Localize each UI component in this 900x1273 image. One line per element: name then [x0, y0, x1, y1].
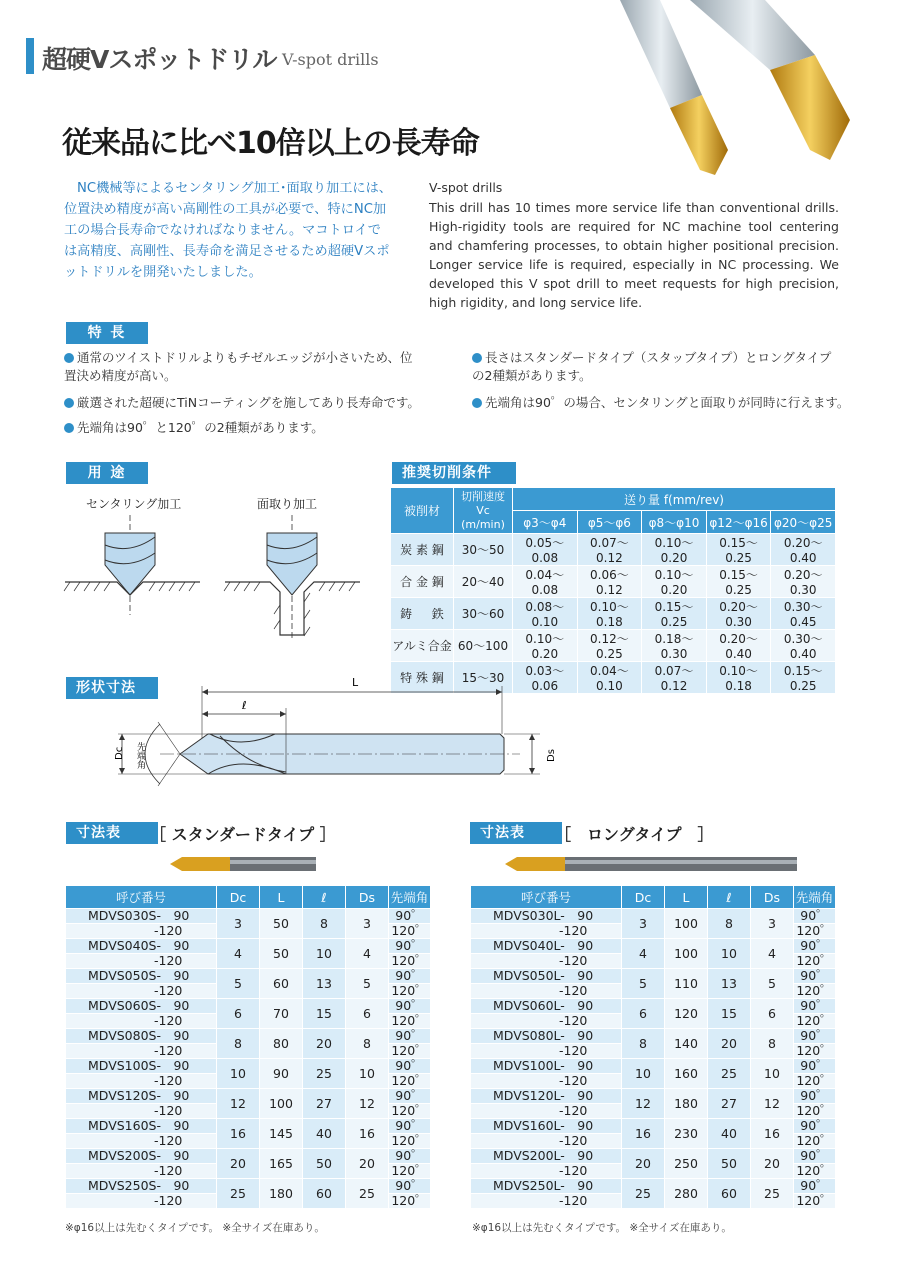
code-cell: MDVS250S- 90 [66, 1179, 217, 1194]
l-cell: 20 [303, 1029, 346, 1059]
L-cell: 165 [260, 1149, 303, 1179]
feed-cell: 0.10～0.18 [706, 662, 771, 694]
code-cell: -120 [471, 924, 622, 939]
L-cell: 50 [260, 939, 303, 969]
ds-cell: 3 [751, 909, 794, 939]
table-row [66, 939, 431, 954]
L-cell: 250 [665, 1149, 708, 1179]
l-cell: 60 [303, 1179, 346, 1209]
dc-cell: 10 [622, 1059, 665, 1089]
col-ds: Ds [751, 886, 794, 909]
l-cell: 8 [708, 909, 751, 939]
header-accent-bar [26, 38, 34, 74]
code-cell: -120 [471, 1194, 622, 1209]
dim-l: ℓ [242, 699, 247, 712]
ds-cell: 10 [346, 1059, 389, 1089]
dc-cell: 25 [622, 1179, 665, 1209]
dc-cell: 10 [217, 1059, 260, 1089]
feed-cell: 0.15～0.25 [706, 534, 771, 566]
code-cell: MDVS040S- 90 [66, 939, 217, 954]
feed-cell: 0.15～0.25 [706, 566, 771, 598]
angle-cell: 90゜ [389, 1179, 431, 1194]
table-row [66, 999, 431, 1014]
code-cell: MDVS060S- 90 [66, 999, 217, 1014]
code-cell: -120 [471, 1134, 622, 1149]
angle-cell: 90゜ [794, 1059, 836, 1074]
table-row [391, 598, 836, 630]
page-subtitle: V-spot drills [282, 50, 379, 69]
feed-cell: 0.10～0.18 [577, 598, 642, 630]
dc-cell: 3 [622, 909, 665, 939]
code-cell: MDVS160L- 90 [471, 1119, 622, 1134]
code-cell: -120 [66, 1044, 217, 1059]
ds-cell: 6 [346, 999, 389, 1029]
usage-diagram [60, 515, 370, 645]
angle-cell: 120゜ [389, 924, 431, 939]
table-row [471, 1179, 836, 1194]
feed-range: φ8～φ10 [642, 511, 707, 534]
l-cell: 40 [303, 1119, 346, 1149]
code-cell: MDVS120S- 90 [66, 1089, 217, 1104]
table-row [66, 1029, 431, 1044]
table-row [66, 909, 431, 924]
feed-cell: 0.10～0.20 [642, 534, 707, 566]
table-row [66, 1119, 431, 1134]
chamfer-caption: 面取り加工 [257, 497, 318, 511]
code-cell: -120 [471, 1104, 622, 1119]
angle-cell: 120゜ [389, 1014, 431, 1029]
table-row [66, 1179, 431, 1194]
dc-cell: 6 [217, 999, 260, 1029]
ds-cell: 6 [751, 999, 794, 1029]
dc-cell: 8 [622, 1029, 665, 1059]
col-feed: 送り量 f(mm/rev) [513, 488, 836, 511]
feed-range: φ3～φ4 [513, 511, 578, 534]
angle-cell: 120゜ [389, 1074, 431, 1089]
bullet-icon [472, 398, 482, 408]
table-row [471, 999, 836, 1014]
angle-cell: 120゜ [389, 954, 431, 969]
L-cell: 230 [665, 1119, 708, 1149]
feed-cell: 0.20～0.40 [771, 534, 836, 566]
headline: 従来品に比べ10倍以上の長寿命 [62, 126, 479, 161]
table-row [471, 1089, 836, 1104]
intro-japanese: NC機械等によるセンタリング加工･面取り加工には、位置決め精度が高い高剛性の工具が必要で、特にNC加工の場合長寿命でなければなりません。マコトロイでは高精度、高剛性、長寿命を満足させるため超硬Vスポットドリルを開発いたしました。 [64, 181, 392, 280]
ds-cell: 20 [346, 1149, 389, 1179]
table-row [471, 969, 836, 984]
cutting-label: 推奨切削条件 [392, 462, 516, 484]
code-cell: -120 [66, 954, 217, 969]
feed-cell: 0.08～0.10 [513, 598, 578, 630]
ds-cell: 10 [751, 1059, 794, 1089]
bullet-icon [64, 353, 74, 363]
col-l: ℓ [303, 886, 346, 909]
angle-cell: 120゜ [389, 1104, 431, 1119]
speed-cell: 15～30 [454, 662, 513, 694]
bullet-icon [472, 353, 482, 363]
feed-cell: 0.15～0.25 [642, 598, 707, 630]
angle-cell: 90゜ [794, 909, 836, 924]
code-cell: -120 [471, 1044, 622, 1059]
table-row [471, 1119, 836, 1134]
code-cell: -120 [66, 1164, 217, 1179]
material-cell: 鋳 鉄 [391, 598, 454, 630]
dc-cell: 12 [622, 1089, 665, 1119]
ds-cell: 16 [751, 1119, 794, 1149]
l-cell: 50 [708, 1149, 751, 1179]
L-cell: 70 [260, 999, 303, 1029]
table-row [66, 969, 431, 984]
angle-cell: 120゜ [389, 1044, 431, 1059]
angle-cell: 90゜ [389, 1149, 431, 1164]
l-cell: 13 [303, 969, 346, 999]
table-row [471, 1029, 836, 1044]
code-cell: MDVS060L- 90 [471, 999, 622, 1014]
feed-cell: 0.18～0.30 [642, 630, 707, 662]
standard-note: ※φ16以上は先むくタイプです。 ※全サイズ在庫あり。 [65, 1222, 325, 1234]
feed-cell: 0.20～0.30 [706, 598, 771, 630]
L-cell: 100 [260, 1089, 303, 1119]
table-row [391, 566, 836, 598]
standard-type: ［ スタンダードタイプ ］ [150, 825, 336, 844]
cutting-rows [391, 534, 836, 694]
code-cell: -120 [471, 1014, 622, 1029]
l-cell: 40 [708, 1119, 751, 1149]
angle-cell: 90゜ [794, 1029, 836, 1044]
angle-cell: 90゜ [389, 1119, 431, 1134]
ds-cell: 16 [346, 1119, 389, 1149]
dc-cell: 4 [622, 939, 665, 969]
table-row [471, 1059, 836, 1074]
ds-cell: 12 [751, 1089, 794, 1119]
code-cell: MDVS080S- 90 [66, 1029, 217, 1044]
angle-cell: 120゜ [794, 954, 836, 969]
standard-table [65, 885, 431, 1209]
shape-diagram [100, 672, 560, 797]
feed-cell: 0.03～0.06 [513, 662, 578, 694]
dc-cell: 5 [217, 969, 260, 999]
ds-cell: 3 [346, 909, 389, 939]
long-label: 寸法表 [470, 822, 562, 844]
code-cell: MDVS080L- 90 [471, 1029, 622, 1044]
table-row [66, 1149, 431, 1164]
angle-cell: 90゜ [389, 1059, 431, 1074]
feed-cell: 0.04～0.08 [513, 566, 578, 598]
L-cell: 160 [665, 1059, 708, 1089]
table-row [391, 630, 836, 662]
angle-cell: 120゜ [794, 1164, 836, 1179]
l-cell: 15 [303, 999, 346, 1029]
speed-cell: 30～60 [454, 598, 513, 630]
bullet-icon [64, 398, 74, 408]
L-cell: 180 [665, 1089, 708, 1119]
angle-cell: 120゜ [794, 984, 836, 999]
speed-cell: 20～40 [454, 566, 513, 598]
angle-cell: 120゜ [794, 1194, 836, 1209]
L-cell: 140 [665, 1029, 708, 1059]
feed-range: φ5～φ6 [577, 511, 642, 534]
col-code: 呼び番号 [471, 886, 622, 909]
code-cell: MDVS050S- 90 [66, 969, 217, 984]
col-angle: 先端角 [794, 886, 836, 909]
material-cell: 合 金 鋼 [391, 566, 454, 598]
ds-cell: 12 [346, 1089, 389, 1119]
L-cell: 280 [665, 1179, 708, 1209]
feature-item: 長さはスタンダードタイプ（スタッブタイプ）とロングタイプの2種類があります。 [472, 350, 832, 383]
dim-angle: 先端角 [135, 742, 145, 769]
code-cell: -120 [471, 954, 622, 969]
ds-cell: 8 [346, 1029, 389, 1059]
feature-item: 厳選された超硬にTiNコーティングを施してあり長寿命です。 [64, 394, 444, 412]
L-cell: 60 [260, 969, 303, 999]
feed-cell: 0.15～0.25 [771, 662, 836, 694]
angle-cell: 90゜ [389, 969, 431, 984]
material-cell: 炭 素 鋼 [391, 534, 454, 566]
features-label: 特 長 [66, 322, 148, 344]
angle-cell: 90゜ [389, 909, 431, 924]
code-cell: -120 [66, 1104, 217, 1119]
l-cell: 10 [303, 939, 346, 969]
angle-cell: 90゜ [794, 1149, 836, 1164]
code-cell: MDVS100L- 90 [471, 1059, 622, 1074]
code-cell: -120 [66, 1074, 217, 1089]
code-cell: -120 [66, 1134, 217, 1149]
ds-cell: 5 [346, 969, 389, 999]
angle-cell: 120゜ [794, 1044, 836, 1059]
code-cell: MDVS200S- 90 [66, 1149, 217, 1164]
ds-cell: 4 [751, 939, 794, 969]
code-cell: MDVS100S- 90 [66, 1059, 217, 1074]
angle-cell: 90゜ [794, 1119, 836, 1134]
col-code: 呼び番号 [66, 886, 217, 909]
feed-cell: 0.05～0.08 [513, 534, 578, 566]
drill-product-image [620, 0, 900, 190]
code-cell: MDVS030L- 90 [471, 909, 622, 924]
feed-cell: 0.10～0.20 [642, 566, 707, 598]
angle-cell: 90゜ [794, 1179, 836, 1194]
feed-cell: 0.10～0.20 [513, 630, 578, 662]
angle-cell: 90゜ [389, 1089, 431, 1104]
ds-cell: 5 [751, 969, 794, 999]
code-cell: MDVS040L- 90 [471, 939, 622, 954]
code-cell: MDVS200L- 90 [471, 1149, 622, 1164]
angle-cell: 90゜ [389, 939, 431, 954]
intro-english-body: This drill has 10 times more service life than conventional drills. High-rigidity tools are required for NC machine tool centering and chamfering processes, to obtain higher positional precision. Longer service life is required, especially in NC processing. We developed this V spot drill to meet requests for high precision, high rigidity, and long service life. [429, 200, 839, 310]
L-cell: 100 [665, 939, 708, 969]
ds-cell: 25 [346, 1179, 389, 1209]
feature-item: 先端角は90゜と120゜の2種類があります。 [64, 419, 444, 437]
table-row [391, 534, 836, 566]
dim-Ds: Ds [546, 749, 557, 762]
standard-drill-image [170, 855, 320, 873]
ds-cell: 8 [751, 1029, 794, 1059]
angle-cell: 90゜ [794, 939, 836, 954]
dim-L: L [352, 676, 359, 689]
col-speed: 切削速度 Vc (m/min) [454, 488, 513, 534]
code-cell: -120 [66, 984, 217, 999]
angle-cell: 90゜ [794, 999, 836, 1014]
long-table [470, 885, 836, 1209]
code-cell: -120 [66, 1014, 217, 1029]
table-row [471, 939, 836, 954]
dc-cell: 3 [217, 909, 260, 939]
feed-cell: 0.07～0.12 [577, 534, 642, 566]
col-angle: 先端角 [389, 886, 431, 909]
feature-item: 通常のツイストドリルよりもチゼルエッジが小さいため、位置決め精度が高い。 [64, 350, 413, 383]
dc-cell: 5 [622, 969, 665, 999]
dc-cell: 12 [217, 1089, 260, 1119]
L-cell: 50 [260, 909, 303, 939]
L-cell: 90 [260, 1059, 303, 1089]
col-dc: Dc [622, 886, 665, 909]
l-cell: 50 [303, 1149, 346, 1179]
table-row [471, 1149, 836, 1164]
dc-cell: 25 [217, 1179, 260, 1209]
code-cell: -120 [66, 924, 217, 939]
table-row [66, 1059, 431, 1074]
feed-cell: 0.12～0.25 [577, 630, 642, 662]
long-note: ※φ16以上は先むくタイプです。 ※全サイズ在庫あり。 [472, 1222, 732, 1234]
angle-cell: 120゜ [389, 1134, 431, 1149]
dim-Dc: Dc [114, 746, 125, 760]
col-material: 被削材 [391, 488, 454, 534]
L-cell: 120 [665, 999, 708, 1029]
angle-cell: 120゜ [389, 984, 431, 999]
col-ds: Ds [346, 886, 389, 909]
l-cell: 25 [708, 1059, 751, 1089]
l-cell: 27 [303, 1089, 346, 1119]
code-cell: MDVS250L- 90 [471, 1179, 622, 1194]
usage-label: 用 途 [66, 462, 148, 484]
angle-cell: 120゜ [794, 1074, 836, 1089]
angle-cell: 90゜ [389, 999, 431, 1014]
speed-cell: 30～50 [454, 534, 513, 566]
feed-range: φ12～φ16 [706, 511, 771, 534]
feed-cell: 0.30～0.40 [771, 630, 836, 662]
centering-caption: センタリング加工 [86, 497, 182, 511]
table-row [471, 909, 836, 924]
ds-cell: 4 [346, 939, 389, 969]
material-cell: アルミ合金 [391, 630, 454, 662]
l-cell: 27 [708, 1089, 751, 1119]
angle-cell: 120゜ [389, 1194, 431, 1209]
angle-cell: 120゜ [389, 1164, 431, 1179]
ds-cell: 20 [751, 1149, 794, 1179]
bullet-icon [64, 423, 74, 433]
l-cell: 8 [303, 909, 346, 939]
angle-cell: 90゜ [794, 1089, 836, 1104]
page-title: 超硬Vスポットドリル [42, 45, 277, 74]
angle-cell: 120゜ [794, 1134, 836, 1149]
col-dc: Dc [217, 886, 260, 909]
col-L: L [260, 886, 303, 909]
angle-cell: 120゜ [794, 1014, 836, 1029]
long-drill-image [505, 855, 800, 873]
code-cell: MDVS030S- 90 [66, 909, 217, 924]
code-cell: MDVS160S- 90 [66, 1119, 217, 1134]
dc-cell: 8 [217, 1029, 260, 1059]
col-L: L [665, 886, 708, 909]
code-cell: MDVS120L- 90 [471, 1089, 622, 1104]
code-cell: -120 [471, 1164, 622, 1179]
feed-cell: 0.30～0.45 [771, 598, 836, 630]
L-cell: 100 [665, 909, 708, 939]
l-cell: 15 [708, 999, 751, 1029]
l-cell: 20 [708, 1029, 751, 1059]
feature-item: 先端角は90゜の場合、センタリングと面取りが同時に行えます。 [472, 394, 852, 412]
dc-cell: 16 [217, 1119, 260, 1149]
l-cell: 13 [708, 969, 751, 999]
speed-cell: 60～100 [454, 630, 513, 662]
intro-english-title: V-spot drills [429, 180, 503, 195]
long-type: ［ ロングタイプ ］ [555, 825, 714, 844]
L-cell: 145 [260, 1119, 303, 1149]
code-cell: -120 [471, 984, 622, 999]
l-cell: 25 [303, 1059, 346, 1089]
L-cell: 110 [665, 969, 708, 999]
ds-cell: 25 [751, 1179, 794, 1209]
table-row [66, 1089, 431, 1104]
standard-label: 寸法表 [66, 822, 158, 844]
L-cell: 180 [260, 1179, 303, 1209]
angle-cell: 90゜ [794, 969, 836, 984]
l-cell: 10 [708, 939, 751, 969]
dc-cell: 6 [622, 999, 665, 1029]
material-cell: 特 殊 鋼 [391, 662, 454, 694]
feed-cell: 0.20～0.30 [771, 566, 836, 598]
feed-cell: 0.06～0.12 [577, 566, 642, 598]
angle-cell: 120゜ [794, 1104, 836, 1119]
code-cell: -120 [471, 1074, 622, 1089]
dc-cell: 16 [622, 1119, 665, 1149]
L-cell: 80 [260, 1029, 303, 1059]
l-cell: 60 [708, 1179, 751, 1209]
dc-cell: 4 [217, 939, 260, 969]
feed-cell: 0.20～0.40 [706, 630, 771, 662]
dc-cell: 20 [217, 1149, 260, 1179]
col-l: ℓ [708, 886, 751, 909]
code-cell: -120 [66, 1194, 217, 1209]
feed-cell: 0.04～0.10 [577, 662, 642, 694]
feed-range: φ20～φ25 [771, 511, 836, 534]
angle-cell: 90゜ [389, 1029, 431, 1044]
cutting-table [390, 487, 836, 694]
dc-cell: 20 [622, 1149, 665, 1179]
shape-label: 形状寸法 [66, 677, 158, 699]
code-cell: MDVS050L- 90 [471, 969, 622, 984]
feed-cell: 0.07～0.12 [642, 662, 707, 694]
angle-cell: 120゜ [794, 924, 836, 939]
